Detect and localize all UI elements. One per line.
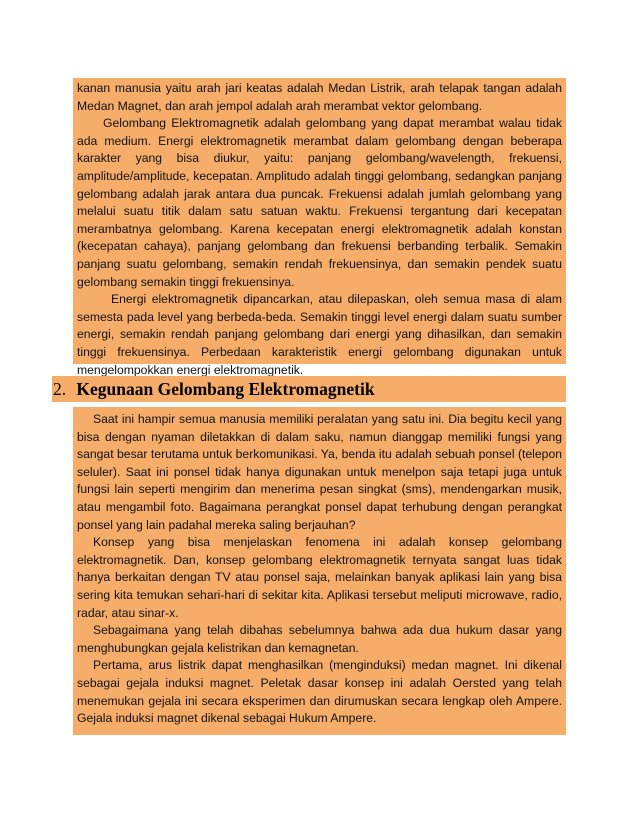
section-title: Kegunaan Gelombang Elektromagnetik (76, 379, 375, 399)
paragraph-right-hand-rule: kanan manusia yaitu arah jari keatas adalah Medan Listrik, arah telapak tangan adalah Medan Magnet, dan arah jempol adalah arah merambat vektor gelombang. (77, 81, 562, 113)
section-number: 2. (53, 379, 67, 399)
paragraph-ampere-law: Pertama, arus listrik dapat menghasilkan (menginduksi) medan magnet. Ini dikenal sebagai gejala induksi magnet. Peletak dasar konsep ini adalah Oersted yang telah menemukan gejala ini secara eksperimen dan dirumuskan secara lengkap oleh Ampere. Gejala induksi magnet dikenal sebagai Hukum Ampere. (77, 658, 562, 726)
paragraph-two-laws: Sebagaimana yang telah dibahas sebelumnya bahwa ada dua hukum dasar yang menghubungkan gejala kelistrikan dan kemagnetan. (77, 623, 562, 655)
paragraph-em-energy-emission: Energi elektromagnetik dipancarkan, atau dilepaskan, oleh semua masa di alam semesta pada level yang berbeda-beda. Semakin tinggi level energi dalam suatu sumber energi, semakin rendah panjang gelombang dari energi yang dihasilkan, dan semakin tinggi frekuensinya. Perbedaan karakteristik energi gelombang digunakan untuk mengelompokkan energi elektromagnetik. (77, 292, 562, 377)
paragraph-mobile-phone: Saat ini hampir semua manusia memiliki peralatan yang satu ini. Dia begitu kecil yang bisa dengan nyaman diletakkan di dalam saku, namun dianggap memiliki fungsi yang sangat besar terutama untuk berkomunikasi. Ya, benda itu adalah sebuah ponsel (telepon seluler). Saat ini ponsel tidak hanya digunakan untuk menelpon saja tetapi juga untuk fungsi lain seperti mengirim dan menerima pesan singkat (sms), mendengarkan musik, atau mengambil foto. Bagaimana perangkat ponsel dapat terhubung dengan perangkat ponsel yang lain padahal mereka saling berjauhan? (77, 412, 562, 532)
bottom-text-block (73, 407, 566, 735)
top-text-block (73, 78, 566, 377)
section-heading (52, 376, 566, 402)
paragraph-em-concept: Konsep yang bisa menjelaskan fenomena ini adalah konsep gelombang elektromagnetik. Dan, konsep gelombang elektromagnetik ternyata sangat luas tidak hanya berkaitan dengan TV atau ponsel saja, melainkan banyak aplikasi lain yang bisa sering kita temukan sehari-hari di sekitar kita. Aplikasi tersebut meliputi microwave, radio, radar, atau sinar-x. (77, 535, 562, 620)
paragraph-em-wave-definition: Gelombang Elektromagnetik adalah gelombang yang dapat merambat walau tidak ada medium. Energi elektromagnetik merambat dalam gelombang dengan beberapa karakter yang bisa diukur, yaitu: panjang gelombang/wavelength, frekuensi, amplitude/amplitude, kecepatan. Amplitudo adalah tinggi gelombang, sedangkan panjang gelombang adalah jarak antara dua puncak. Frekuensi adalah jumlah gelombang yang melalui suatu titik dalam satu satuan waktu. Frekuensi tergantung dari kecepatan merambatnya gelombang. Karena kecepatan energi elektromagnetik adalah konstan (kecepatan cahaya), panjang gelombang dan frekuensi berbanding terbalik. Semakin panjang suatu gelombang, semakin rendah frekuensinya, dan semakin pendek suatu gelombang semakin tinggi frekuensinya. (77, 116, 562, 289)
